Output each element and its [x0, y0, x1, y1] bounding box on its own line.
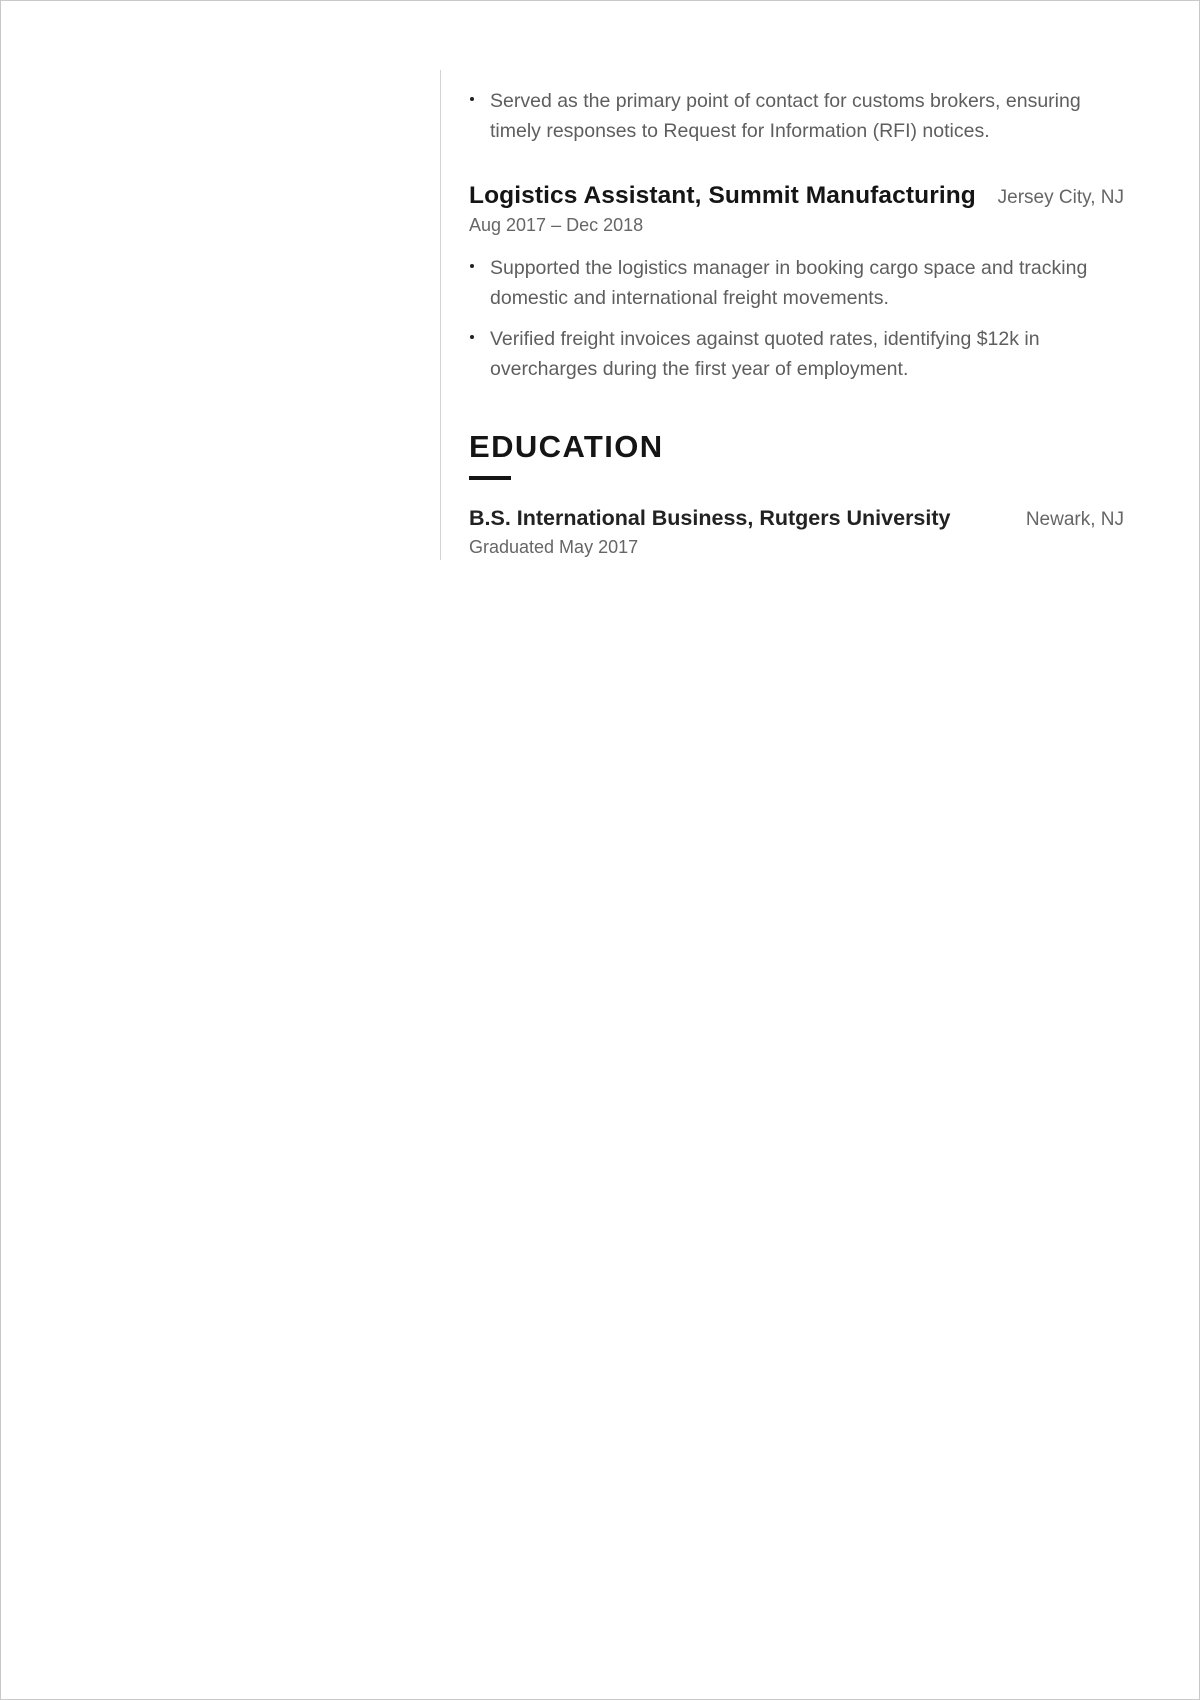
bullet-item: Verified freight invoices against quoted rates, identifying $12k in overcharges during the first year of employment.: [469, 324, 1124, 384]
previous-job-bullet-list: [469, 86, 1124, 146]
section-heading-underline: [469, 476, 511, 480]
education-entry: [469, 506, 1124, 558]
education-location: Newark, NJ: [1025, 509, 1124, 530]
column-divider: [440, 70, 441, 560]
job-dates: Aug 2017 – Dec 2018: [469, 215, 644, 235]
education-date: Graduated May 2017: [469, 537, 639, 557]
job-location: Jersey City, NJ: [997, 187, 1124, 208]
bullet-item: Served as the primary point of contact for customs brokers, ensuring timely responses to Request for Information (RFI) notices.: [469, 86, 1124, 146]
resume-main-column: [469, 86, 1124, 558]
job-header: [469, 182, 1124, 210]
education-header: [469, 506, 1124, 531]
section-heading-education: EDUCATION: [469, 429, 664, 464]
job-title: Logistics Assistant, Summit Manufacturing: [469, 182, 976, 209]
education-degree: B.S. International Business, Rutgers University: [469, 506, 951, 530]
job-bullet-list: [469, 253, 1124, 384]
job-entry: [469, 182, 1124, 384]
bullet-item: Supported the logistics manager in booking cargo space and tracking domestic and international freight movements.: [469, 253, 1124, 313]
